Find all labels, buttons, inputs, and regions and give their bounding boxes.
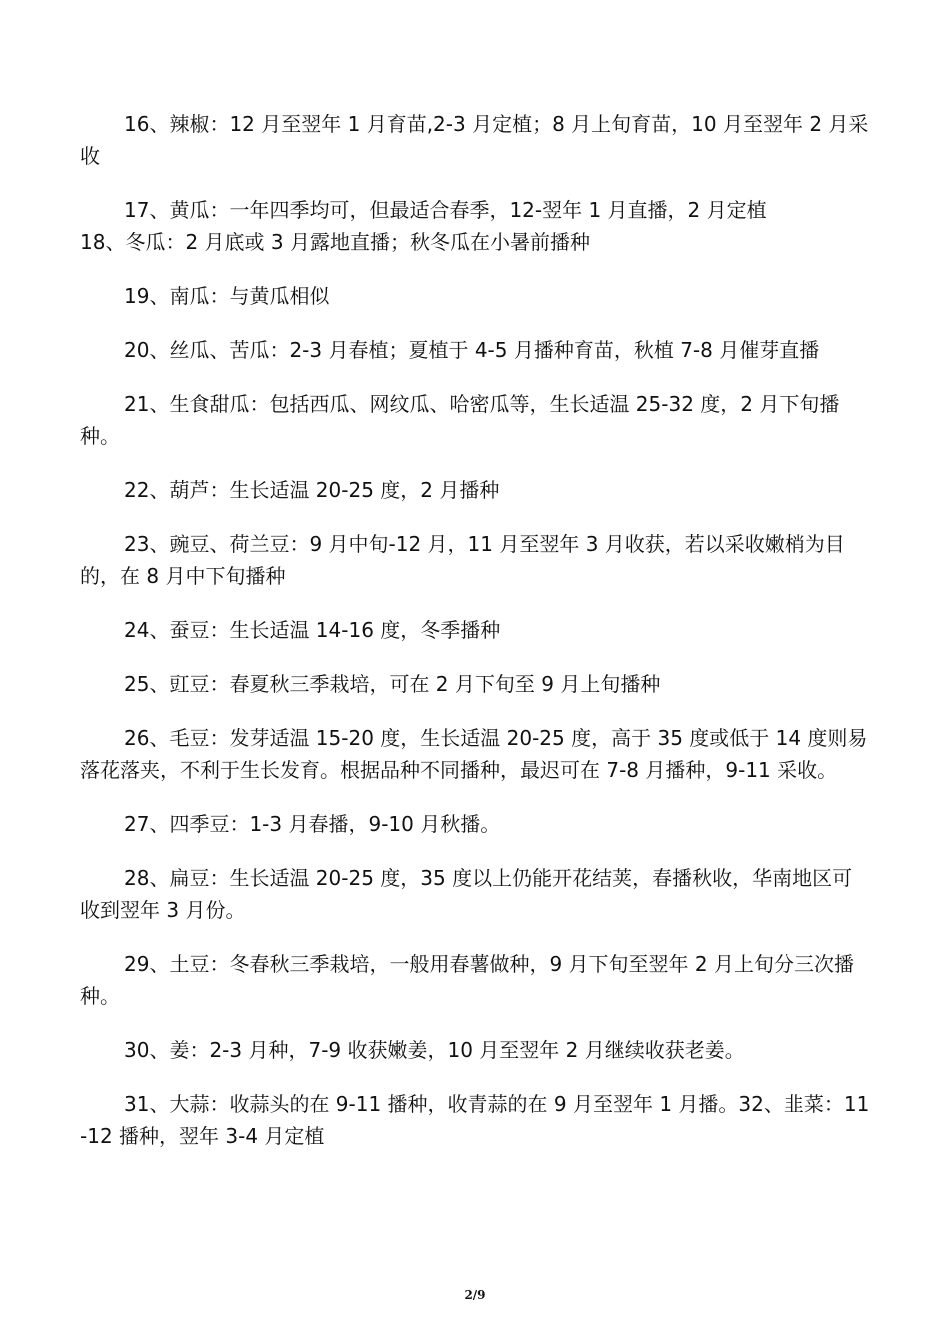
document-body bbox=[80, 108, 870, 1174]
paragraph-17-cucumber: 17、黄瓜：一年四季均可，但最适合春季，12-翌年 1 月直播，2 月定植 bbox=[124, 198, 767, 222]
page-number: 2/9 bbox=[464, 1288, 486, 1302]
paragraph-20-luffa-bitter-melon: 20、丝瓜、苦瓜：2-3 月春植；夏植于 4-5 月播种育苗，秋植 7-8 月催芽直播 bbox=[124, 338, 820, 362]
paragraph-28-hyacinth-bean: 28、扁豆：生长适温 20-25 度，35 度以上仍能开花结荚，春播秋收，华南地区可收到翌年 3 月份。 bbox=[80, 866, 853, 922]
paragraph-31-garlic-32-leek: 31、大蒜：收蒜头的在 9-11 播种，收青蒜的在 9 月至翌年 1 月播。32、韭菜：11-12 播种，翌年 3-4 月定植 bbox=[80, 1092, 870, 1148]
paragraph-30-ginger: 30、姜：2-3 月种，7-9 收获嫩姜，10 月至翌年 2 月继续收获老姜。 bbox=[124, 1038, 745, 1062]
paragraph-25-cowpea: 25、豇豆：春夏秋三季栽培，可在 2 月下旬至 9 月上旬播种 bbox=[124, 672, 661, 696]
paragraph-21-sweet-melon: 21、生食甜瓜：包括西瓜、网纹瓜、哈密瓜等，生长适温 25-32 度，2 月下旬播种。 bbox=[80, 392, 840, 448]
paragraph-16-chili: 16、辣椒：12 月至翌年 1 月育苗,2-3 月定植；8 月上旬育苗，10 月至翌年 2 月采收 bbox=[80, 112, 869, 168]
paragraph-22-gourd: 22、葫芦：生长适温 20-25 度，2 月播种 bbox=[124, 478, 500, 502]
paragraph-23-pea: 23、豌豆、荷兰豆：9 月中旬-12 月，11 月至翌年 3 月收获，若以采收嫩梢为目的，在 8 月中下旬播种 bbox=[80, 532, 845, 588]
paragraph-27-green-bean: 27、四季豆：1-3 月春播，9-10 月秋播。 bbox=[124, 812, 501, 836]
paragraph-24-broad-bean: 24、蚕豆：生长适温 14-16 度，冬季播种 bbox=[124, 618, 501, 642]
paragraph-26-edamame: 26、毛豆：发芽适温 15-20 度，生长适温 20-25 度，高于 35 度或低于 14 度则易落花落夹，不利于生长发育。根据品种不同播种，最迟可在 7-8 月播种，9-11 采收。 bbox=[80, 726, 868, 782]
paragraph-29-potato: 29、土豆：冬春秋三季栽培，一般用春薯做种，9 月下旬至翌年 2 月上旬分三次播种。 bbox=[80, 952, 854, 1008]
paragraph-18-winter-melon: 18、冬瓜：2 月底或 3 月露地直播；秋冬瓜在小暑前播种 bbox=[80, 230, 590, 254]
paragraph-19-pumpkin: 19、南瓜：与黄瓜相似 bbox=[124, 284, 330, 308]
